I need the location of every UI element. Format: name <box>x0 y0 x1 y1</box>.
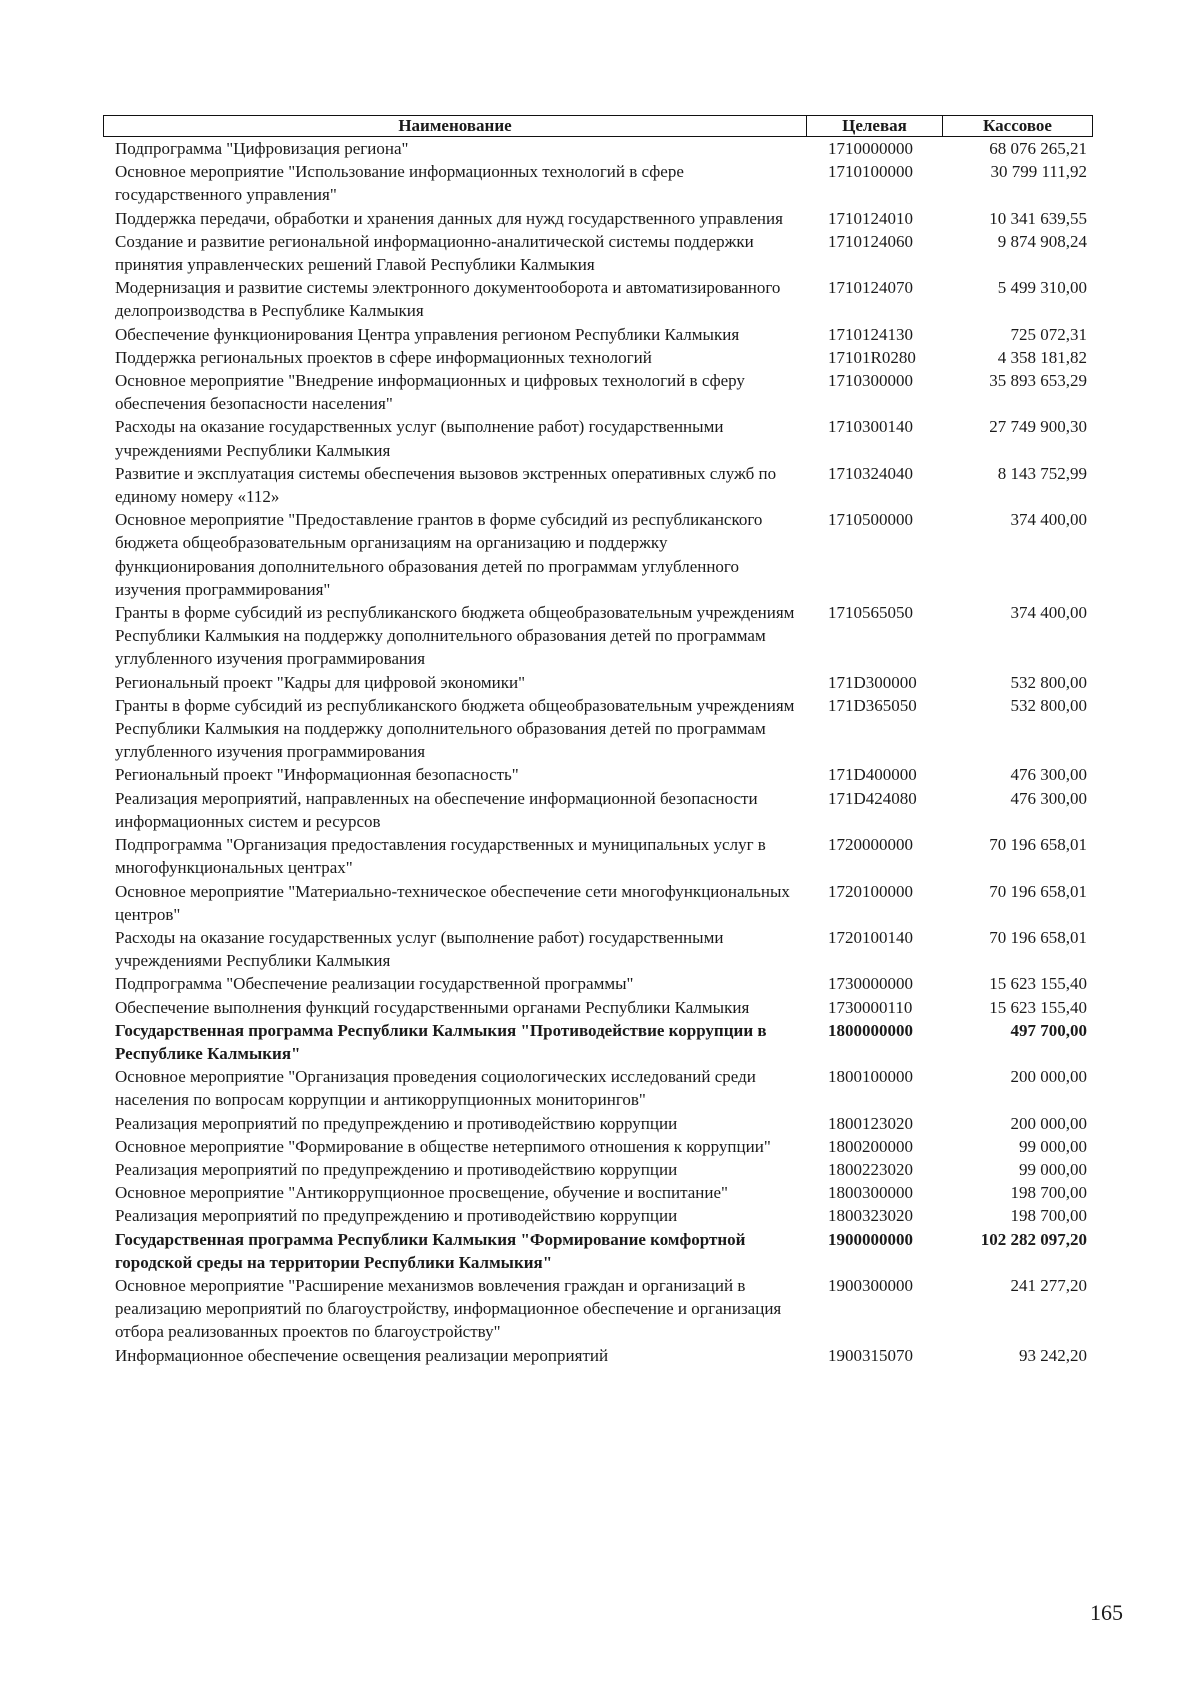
row-name: Основное мероприятие "Внедрение информационных и цифровых технологий в сферу обеспечения безопасности населения" <box>115 371 745 414</box>
table-row <box>103 1065 1093 1111</box>
row-name: Подпрограмма "Организация предоставления государственных и муниципальных услуг в многофункциональных центрах" <box>115 835 766 878</box>
row-name: Информационное обеспечение освещения реализации мероприятий <box>115 1345 609 1365</box>
row-name: Основное мероприятие "Расширение механизмов вовлечения граждан и организаций в реализацию мероприятий по благоустройству, информационное обеспечение и организация отбора реализованных проектов по благоустройству" <box>115 1275 782 1342</box>
row-amount: 15 623 155,40 <box>989 974 1087 994</box>
row-amount: 68 076 265,21 <box>989 139 1087 158</box>
row-amount: 9 874 908,24 <box>997 231 1087 251</box>
row-name: Основное мероприятие "Формирование в обществе нетерпимого отношения к коррупции" <box>115 1136 771 1156</box>
table-row <box>103 346 1093 369</box>
row-code: 1800300000 <box>828 1183 913 1203</box>
row-code: 171D300000 <box>828 672 917 692</box>
row-amount: 198 700,00 <box>1010 1183 1087 1203</box>
table-body <box>103 137 1093 1367</box>
row-code: 171D400000 <box>828 765 917 785</box>
table-row <box>103 137 1093 160</box>
row-code: 1710124060 <box>828 231 913 251</box>
row-amount: 93 242,20 <box>1019 1345 1087 1365</box>
row-name: Подпрограмма "Обеспечение реализации государственной программы" <box>115 974 634 994</box>
row-amount: 70 196 658,01 <box>989 881 1087 901</box>
table-row <box>103 462 1093 508</box>
row-code: 1710000000 <box>828 139 913 158</box>
table-row <box>103 369 1093 415</box>
row-code: 1900315070 <box>828 1345 913 1365</box>
row-code: 1710565050 <box>828 603 913 623</box>
table-row <box>103 694 1093 764</box>
row-code: 1710124130 <box>828 324 913 344</box>
row-name: Гранты в форме субсидий из республиканского бюджета общеобразовательным учреждениям Республики Калмыкия на поддержку дополнительного образования детей по программам углубленного изучения программирования <box>115 695 795 762</box>
table-row <box>103 230 1093 276</box>
row-amount: 8 143 752,99 <box>997 463 1087 483</box>
row-amount: 99 000,00 <box>1019 1136 1087 1156</box>
header-code: Целевая <box>807 116 943 136</box>
row-amount: 497 700,00 <box>1010 1020 1087 1040</box>
table-row <box>103 160 1093 206</box>
table-row <box>103 323 1093 346</box>
row-code: 1720000000 <box>828 835 913 855</box>
row-amount: 15 623 155,40 <box>989 997 1087 1017</box>
row-code: 1730000000 <box>828 974 913 994</box>
row-code: 1710500000 <box>828 510 913 530</box>
row-code: 1720100000 <box>828 881 913 901</box>
row-code: 1900000000 <box>828 1229 913 1249</box>
row-code: 1710300140 <box>828 417 913 437</box>
row-name: Гранты в форме субсидий из республиканского бюджета общеобразовательным учреждениям Республики Калмыкия на поддержку дополнительного образования детей по программам углубленного изучения программирования <box>115 603 795 669</box>
row-name: Государственная программа Республики Калмыкия "Противодействие коррупции в Республике Калмыкия" <box>115 1020 767 1063</box>
header-amount: Кассовое <box>983 116 1052 135</box>
row-amount: 70 196 658,01 <box>989 927 1087 947</box>
row-name: Обеспечение выполнения функций государственными органами Республики Калмыкия <box>115 997 750 1017</box>
row-code: 1900300000 <box>828 1275 913 1295</box>
row-code: 1710324040 <box>828 463 913 483</box>
row-code: 17101R0280 <box>828 347 916 367</box>
table-row <box>103 972 1093 995</box>
table-row <box>103 1274 1093 1344</box>
table-row <box>103 1112 1093 1135</box>
table-row <box>103 508 1093 601</box>
row-amount: 102 282 097,20 <box>980 1229 1087 1249</box>
row-code: 1800123020 <box>828 1113 913 1133</box>
row-code: 1710124010 <box>828 208 913 228</box>
table-row <box>103 833 1093 879</box>
row-name: Реализация мероприятий по предупреждению и противодействию коррупции <box>115 1206 678 1226</box>
row-amount: 35 893 653,29 <box>989 371 1087 391</box>
table-header <box>103 115 1093 137</box>
row-name: Реализация мероприятий по предупреждению и противодействию коррупции <box>115 1113 678 1133</box>
row-name: Поддержка региональных проектов в сфере информационных технологий <box>115 347 652 367</box>
row-amount: 5 499 310,00 <box>997 278 1087 298</box>
row-name: Региональный проект "Кадры для цифровой экономики" <box>115 672 526 692</box>
row-name: Расходы на оказание государственных услуг (выполнение работ) государственными учреждениями Республики Калмыкия <box>115 927 724 971</box>
row-amount: 10 341 639,55 <box>989 208 1087 228</box>
table-row <box>103 1135 1093 1158</box>
table-row <box>103 1204 1093 1227</box>
row-name: Основное мероприятие "Предоставление грантов в форме субсидий из республиканского бюджета общеобразовательным организациям на организацию и поддержку функционирования дополнительного образования детей по программам углубленного изучения программирования" <box>115 510 763 599</box>
table-row <box>103 1181 1093 1204</box>
row-code: 1730000110 <box>828 997 913 1017</box>
header-name: Наименование <box>104 116 807 136</box>
table-row <box>103 880 1093 926</box>
row-name: Региональный проект "Информационная безопасность" <box>115 765 519 785</box>
table-row <box>103 1158 1093 1181</box>
row-code: 1710124070 <box>828 278 913 298</box>
row-amount: 476 300,00 <box>1010 788 1087 808</box>
row-code: 1710100000 <box>828 162 913 182</box>
row-amount: 532 800,00 <box>1010 672 1087 692</box>
table-row <box>103 671 1093 694</box>
row-code: 1710300000 <box>828 371 913 391</box>
row-amount: 725 072,31 <box>1010 324 1087 344</box>
row-name: Основное мероприятие "Антикоррупционное просвещение, обучение и воспитание" <box>115 1183 728 1203</box>
row-name: Создание и развитие региональной информационно-аналитической системы поддержки принятия управленческих решений Главой Республики Калмыкия <box>115 231 754 275</box>
row-amount: 30 799 111,92 <box>990 162 1087 182</box>
row-code: 1800323020 <box>828 1206 913 1226</box>
row-name: Модернизация и развитие системы электронного документооборота и автоматизированного делопроизводства в Республике Калмыкия <box>115 278 781 321</box>
row-amount: 198 700,00 <box>1010 1206 1087 1226</box>
row-name: Подпрограмма "Цифровизация региона" <box>115 139 409 158</box>
row-code: 171D424080 <box>828 788 917 808</box>
row-code: 1720100140 <box>828 927 913 947</box>
row-amount: 200 000,00 <box>1010 1067 1087 1087</box>
budget-table <box>103 115 1093 1367</box>
row-name: Государственная программа Республики Калмыкия "Формирование комфортной городской среды на территории Республики Калмыкия" <box>115 1229 746 1272</box>
row-amount: 241 277,20 <box>1010 1275 1087 1295</box>
table-row <box>103 276 1093 322</box>
row-amount: 27 749 900,30 <box>989 417 1087 437</box>
table-row <box>103 207 1093 230</box>
row-name: Основное мероприятие "Использование информационных технологий в сфере государственного управления" <box>115 162 684 205</box>
row-code: 171D365050 <box>828 695 917 715</box>
row-amount: 532 800,00 <box>1010 695 1087 715</box>
row-name: Основное мероприятие "Организация проведения социологических исследований среди населения по вопросам коррупции и антикоррупционных мониторингов" <box>115 1067 756 1110</box>
row-amount: 374 400,00 <box>1010 510 1087 530</box>
row-name: Поддержка передачи, обработки и хранения данных для нужд государственного управления <box>115 208 783 228</box>
row-name: Реализация мероприятий по предупреждению и противодействию коррупции <box>115 1159 678 1179</box>
table-row <box>103 763 1093 786</box>
row-name: Обеспечение функционирования Центра управления регионом Республики Калмыкия <box>115 324 740 344</box>
row-code: 1800223020 <box>828 1159 913 1179</box>
row-amount: 99 000,00 <box>1019 1159 1087 1179</box>
row-amount: 4 358 181,82 <box>997 347 1087 367</box>
table-row <box>103 1019 1093 1065</box>
row-code: 1800100000 <box>828 1067 913 1087</box>
table-row <box>103 1228 1093 1274</box>
row-amount: 374 400,00 <box>1010 603 1087 623</box>
row-amount: 70 196 658,01 <box>989 835 1087 855</box>
row-amount: 476 300,00 <box>1010 765 1087 785</box>
row-code: 1800000000 <box>828 1020 913 1040</box>
table-row <box>103 926 1093 972</box>
row-name: Основное мероприятие "Материально-техническое обеспечение сети многофункциональных центров" <box>115 881 790 924</box>
table-row <box>103 415 1093 461</box>
table-row <box>103 787 1093 833</box>
row-name: Развитие и эксплуатация системы обеспечения вызовов экстренных оперативных служб по единому номеру «112» <box>115 463 777 507</box>
page-number: 165 <box>1090 1600 1123 1625</box>
row-amount: 200 000,00 <box>1010 1113 1087 1133</box>
row-code: 1800200000 <box>828 1136 913 1156</box>
table-row <box>103 601 1093 671</box>
row-name: Расходы на оказание государственных услуг (выполнение работ) государственными учреждениями Республики Калмыкия <box>115 417 724 460</box>
table-row <box>103 996 1093 1019</box>
table-row <box>103 1344 1093 1367</box>
row-name: Реализация мероприятий, направленных на обеспечение информационной безопасности информационных систем и ресурсов <box>115 788 758 831</box>
